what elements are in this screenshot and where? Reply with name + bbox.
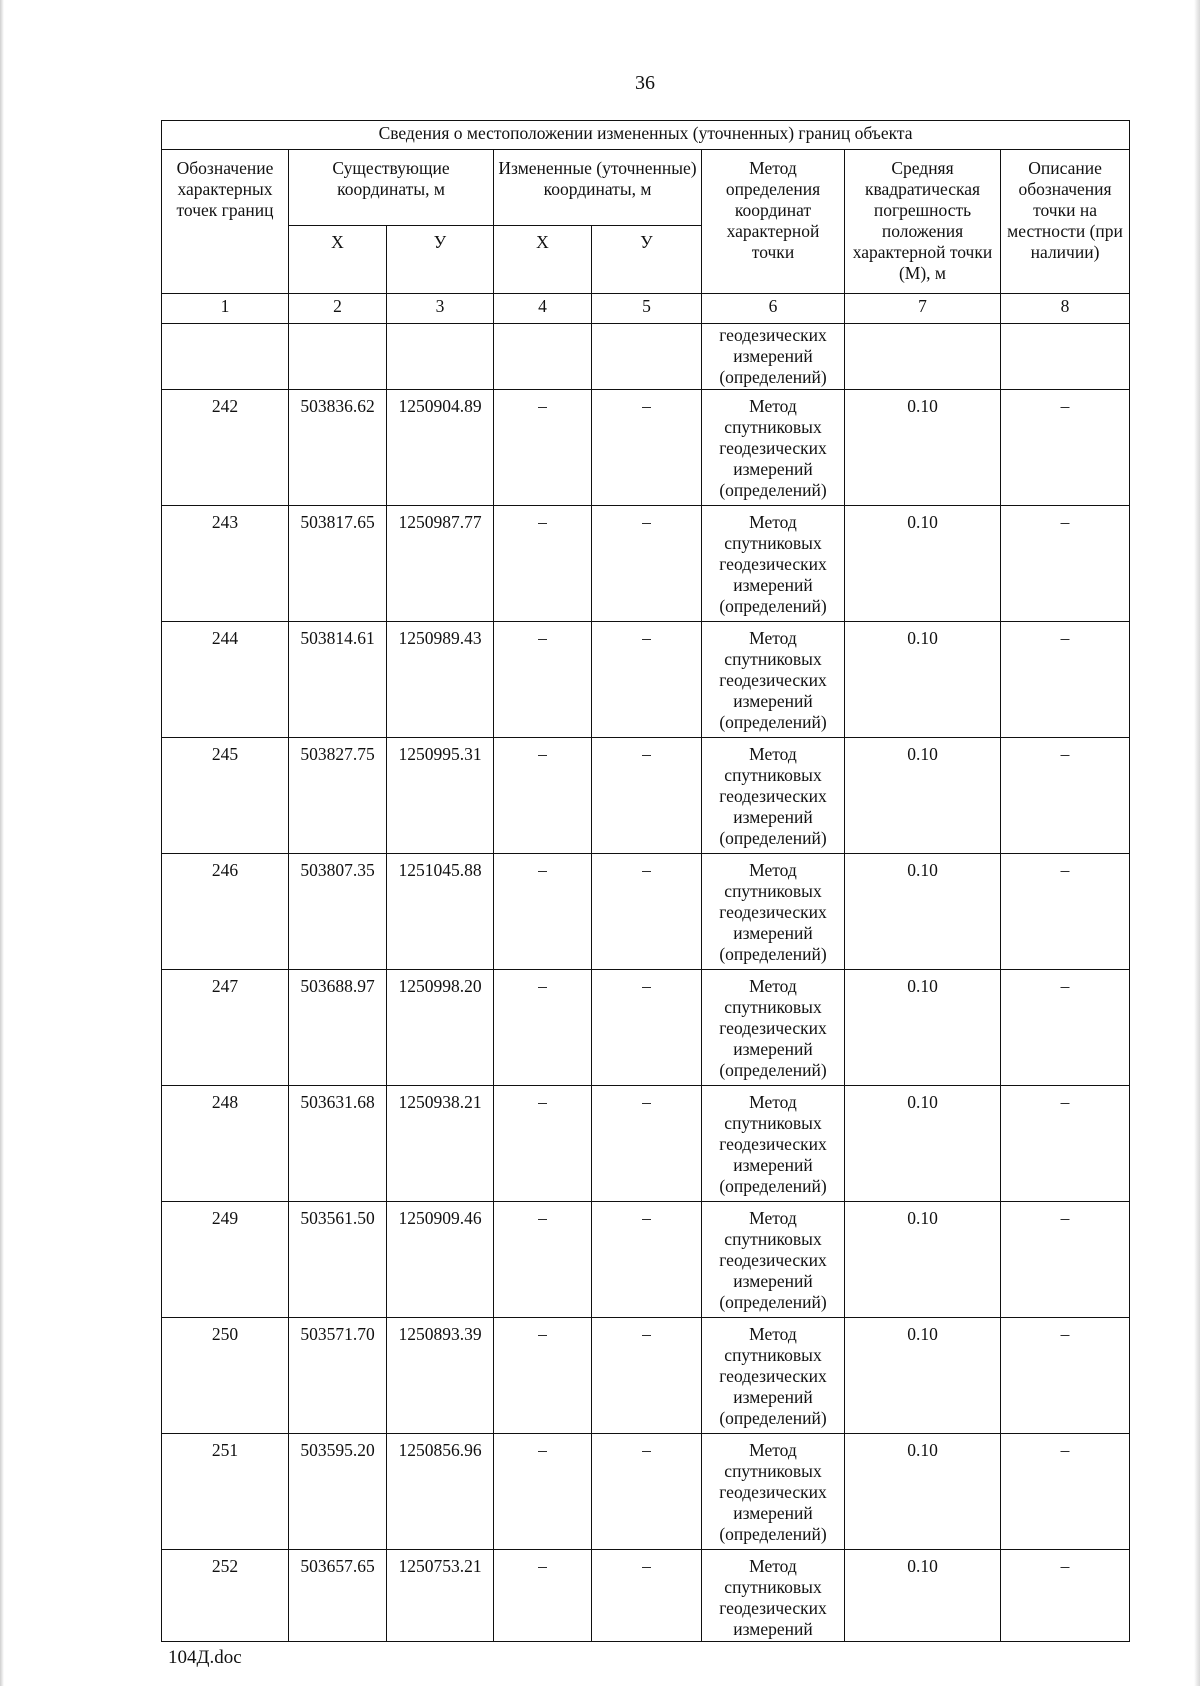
y-changed-cell: – bbox=[592, 1086, 702, 1202]
empty-cell bbox=[592, 324, 702, 390]
mean-error-cell: 0.10 bbox=[845, 1086, 1001, 1202]
x-changed-cell: – bbox=[494, 1086, 592, 1202]
method-continuation: геодезических измерений (определений) bbox=[702, 324, 845, 390]
empty-cell bbox=[289, 324, 387, 390]
y-existing-cell: 1250995.31 bbox=[387, 738, 494, 854]
y-changed-cell: – bbox=[592, 622, 702, 738]
empty-cell bbox=[162, 324, 289, 390]
y-existing-cell: 1250998.20 bbox=[387, 970, 494, 1086]
header-x-changed: Х bbox=[494, 226, 592, 294]
column-number: 6 bbox=[702, 294, 845, 324]
method-cell: Метод спутниковых геодезических измерений (определений) bbox=[702, 622, 845, 738]
x-existing-cell: 503657.65 bbox=[289, 1550, 387, 1642]
x-changed-cell: – bbox=[494, 854, 592, 970]
point-number-cell: 245 bbox=[162, 738, 289, 854]
continuation-row bbox=[162, 324, 1130, 390]
table-row bbox=[162, 854, 1130, 970]
coordinates-table bbox=[161, 120, 1130, 1642]
method-cell: Метод спутниковых геодезических измерений (определений) bbox=[702, 1318, 845, 1434]
description-cell: – bbox=[1001, 506, 1130, 622]
header-description: Описание обозначения точки на местности (при наличии) bbox=[1001, 150, 1130, 294]
empty-cell bbox=[845, 324, 1001, 390]
method-cell: Метод спутниковых геодезических измерений (определений) bbox=[702, 1434, 845, 1550]
x-existing-cell: 503827.75 bbox=[289, 738, 387, 854]
page-number: 36 bbox=[635, 72, 655, 94]
table-row bbox=[162, 738, 1130, 854]
point-number-cell: 250 bbox=[162, 1318, 289, 1434]
header-point-designation: Обозначение характерных точек границ bbox=[162, 150, 289, 294]
description-cell: – bbox=[1001, 738, 1130, 854]
method-cell: Метод спутниковых геодезических измерений (определений) bbox=[702, 738, 845, 854]
table-title: Сведения о местоположении измененных (уточненных) границ объекта bbox=[162, 121, 1130, 150]
header-y-changed: У bbox=[592, 226, 702, 294]
description-cell: – bbox=[1001, 1086, 1130, 1202]
description-cell: – bbox=[1001, 1434, 1130, 1550]
y-changed-cell: – bbox=[592, 1318, 702, 1434]
column-number: 5 bbox=[592, 294, 702, 324]
mean-error-cell: 0.10 bbox=[845, 1202, 1001, 1318]
y-changed-cell: – bbox=[592, 738, 702, 854]
x-existing-cell: 503807.35 bbox=[289, 854, 387, 970]
y-changed-cell: – bbox=[592, 1202, 702, 1318]
description-cell: – bbox=[1001, 622, 1130, 738]
point-number-cell: 249 bbox=[162, 1202, 289, 1318]
point-number-cell: 247 bbox=[162, 970, 289, 1086]
column-number: 8 bbox=[1001, 294, 1130, 324]
header-mean-error: Средняя квадратическая погрешность положения характерной точки (М), м bbox=[845, 150, 1001, 294]
x-existing-cell: 503561.50 bbox=[289, 1202, 387, 1318]
x-changed-cell: – bbox=[494, 390, 592, 506]
description-cell: – bbox=[1001, 1202, 1130, 1318]
point-number-cell: 242 bbox=[162, 390, 289, 506]
y-existing-cell: 1250987.77 bbox=[387, 506, 494, 622]
description-cell: – bbox=[1001, 1318, 1130, 1434]
column-number: 4 bbox=[494, 294, 592, 324]
y-changed-cell: – bbox=[592, 970, 702, 1086]
column-number: 3 bbox=[387, 294, 494, 324]
table-row bbox=[162, 970, 1130, 1086]
point-number-cell: 246 bbox=[162, 854, 289, 970]
method-cell: Метод спутниковых геодезических измерений (определений) bbox=[702, 390, 845, 506]
table-row bbox=[162, 1202, 1130, 1318]
table-row bbox=[162, 1550, 1130, 1642]
y-existing-cell: 1250938.21 bbox=[387, 1086, 494, 1202]
y-changed-cell: – bbox=[592, 1550, 702, 1642]
y-existing-cell: 1251045.88 bbox=[387, 854, 494, 970]
y-existing-cell: 1250753.21 bbox=[387, 1550, 494, 1642]
mean-error-cell: 0.10 bbox=[845, 506, 1001, 622]
x-changed-cell: – bbox=[494, 1202, 592, 1318]
footer-filename: 104Д.doc bbox=[168, 1647, 242, 1668]
column-number: 1 bbox=[162, 294, 289, 324]
point-number-cell: 248 bbox=[162, 1086, 289, 1202]
mean-error-cell: 0.10 bbox=[845, 738, 1001, 854]
method-cell: Метод спутниковых геодезических измерений bbox=[702, 1550, 845, 1642]
x-changed-cell: – bbox=[494, 1434, 592, 1550]
header-existing-coordinates: Существующие координаты, м bbox=[289, 150, 494, 226]
empty-cell bbox=[387, 324, 494, 390]
x-existing-cell: 503595.20 bbox=[289, 1434, 387, 1550]
header-x-existing: Х bbox=[289, 226, 387, 294]
empty-cell bbox=[1001, 324, 1130, 390]
empty-cell bbox=[494, 324, 592, 390]
table-row bbox=[162, 622, 1130, 738]
x-changed-cell: – bbox=[494, 970, 592, 1086]
header-method: Метод определения координат характерной точки bbox=[702, 150, 845, 294]
y-existing-cell: 1250893.39 bbox=[387, 1318, 494, 1434]
header-y-existing: У bbox=[387, 226, 494, 294]
y-existing-cell: 1250904.89 bbox=[387, 390, 494, 506]
table-row bbox=[162, 390, 1130, 506]
column-number: 7 bbox=[845, 294, 1001, 324]
point-number-cell: 243 bbox=[162, 506, 289, 622]
mean-error-cell: 0.10 bbox=[845, 1434, 1001, 1550]
x-existing-cell: 503814.61 bbox=[289, 622, 387, 738]
x-changed-cell: – bbox=[494, 1550, 592, 1642]
method-cell: Метод спутниковых геодезических измерений (определений) bbox=[702, 970, 845, 1086]
x-changed-cell: – bbox=[494, 506, 592, 622]
x-existing-cell: 503817.65 bbox=[289, 506, 387, 622]
y-changed-cell: – bbox=[592, 506, 702, 622]
scan-edge-right bbox=[1194, 0, 1200, 1686]
description-cell: – bbox=[1001, 970, 1130, 1086]
mean-error-cell: 0.10 bbox=[845, 970, 1001, 1086]
scan-edge-left bbox=[0, 0, 4, 1686]
x-existing-cell: 503836.62 bbox=[289, 390, 387, 506]
y-changed-cell: – bbox=[592, 390, 702, 506]
method-cell: Метод спутниковых геодезических измерений (определений) bbox=[702, 854, 845, 970]
table-row bbox=[162, 1086, 1130, 1202]
point-number-cell: 244 bbox=[162, 622, 289, 738]
description-cell: – bbox=[1001, 854, 1130, 970]
description-cell: – bbox=[1001, 1550, 1130, 1642]
x-existing-cell: 503631.68 bbox=[289, 1086, 387, 1202]
mean-error-cell: 0.10 bbox=[845, 1318, 1001, 1434]
table-row bbox=[162, 1434, 1130, 1550]
y-changed-cell: – bbox=[592, 1434, 702, 1550]
y-existing-cell: 1250909.46 bbox=[387, 1202, 494, 1318]
point-number-cell: 252 bbox=[162, 1550, 289, 1642]
table-row bbox=[162, 1318, 1130, 1434]
column-number: 2 bbox=[289, 294, 387, 324]
y-existing-cell: 1250856.96 bbox=[387, 1434, 494, 1550]
method-cell: Метод спутниковых геодезических измерений (определений) bbox=[702, 1086, 845, 1202]
x-existing-cell: 503688.97 bbox=[289, 970, 387, 1086]
mean-error-cell: 0.10 bbox=[845, 390, 1001, 506]
header-changed-coordinates: Измененные (уточненные) координаты, м bbox=[494, 150, 702, 226]
x-existing-cell: 503571.70 bbox=[289, 1318, 387, 1434]
y-existing-cell: 1250989.43 bbox=[387, 622, 494, 738]
x-changed-cell: – bbox=[494, 738, 592, 854]
method-cell: Метод спутниковых геодезических измерений (определений) bbox=[702, 1202, 845, 1318]
mean-error-cell: 0.10 bbox=[845, 1550, 1001, 1642]
mean-error-cell: 0.10 bbox=[845, 622, 1001, 738]
point-number-cell: 251 bbox=[162, 1434, 289, 1550]
table-row bbox=[162, 506, 1130, 622]
y-changed-cell: – bbox=[592, 854, 702, 970]
x-changed-cell: – bbox=[494, 1318, 592, 1434]
x-changed-cell: – bbox=[494, 622, 592, 738]
mean-error-cell: 0.10 bbox=[845, 854, 1001, 970]
description-cell: – bbox=[1001, 390, 1130, 506]
method-cell: Метод спутниковых геодезических измерений (определений) bbox=[702, 506, 845, 622]
